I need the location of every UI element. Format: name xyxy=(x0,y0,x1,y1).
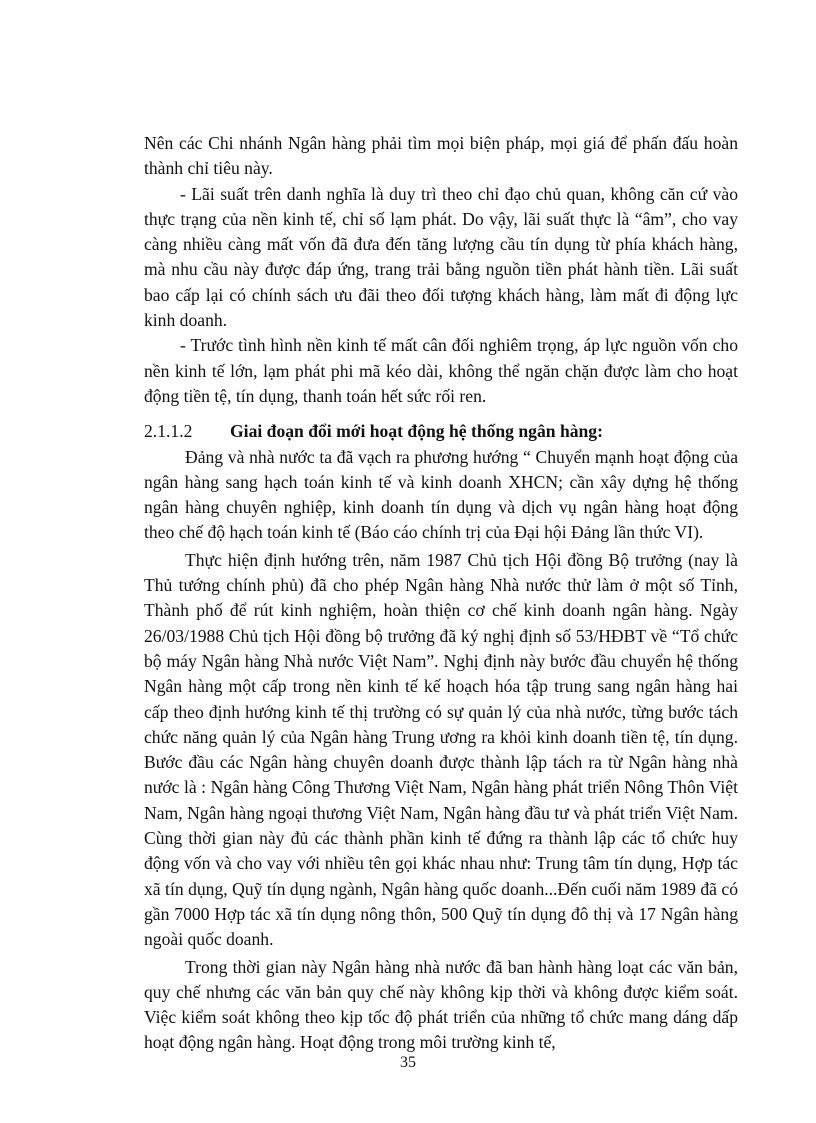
paragraph-implementation: Thực hiện định hướng trên, năm 1987 Chủ tịch Hội đồng Bộ trưởng (nay là Thủ tướng chính phủ) đã cho phép Ngân hàng Nhà nước thử làm ở một số Tỉnh, Thành phố để rút kinh nghiệm, hoàn thiện cơ chế kinh doanh ngân hàng. Ngày 26/03/1988 Chủ tịch Hội đồng bộ trưởng đã ký nghị định số 53/HĐBT về “Tổ chức bộ máy Ngân hàng Nhà nước Việt Nam”. Nghị định này bước đầu chuyển hệ thống Ngân hàng một cấp trong nền kinh tế kế hoạch hóa tập trung sang ngân hàng hai cấp theo định hướng kinh tế thị trường có sự quản lý của nhà nước, từng bước tách chức năng quản lý của Ngân hàng Trung ương ra khỏi kinh doanh tiền tệ, tín dụng. Bước đầu các Ngân hàng chuyên doanh được thành lập tách ra từ Ngân hàng nhà nước là : Ngân hàng Công Thương Việt Nam, Ngân hàng phát triển Nông Thôn Việt Nam, Ngân hàng ngoại thương Việt Nam, Ngân hàng đầu tư và phát triển Việt Nam. Cùng thời gian này đủ các thành phần kinh tế đứng ra thành lập các tổ chức huy động vốn và cho vay với nhiều tên gọi khác nhau như: Trung tâm tín dụng, Hợp tác xã tín dụng, Quỹ tín dụng ngành, Ngân hàng quốc doanh...Đến cuối năm 1989 đã có gần 7000 Hợp tác xã tín dụng nông thôn, 500 Quỹ tín dụng đô thị và 17 Ngân hàng ngoài quốc doanh. xyxy=(144,549,738,950)
paragraph-continuation: Nên các Chi nhánh Ngân hàng phải tìm mọi biện pháp, mọi giá để phấn đấu hoàn thành chỉ tiêu này. xyxy=(144,133,738,179)
paragraph-party-direction: Đảng và nhà nước ta đã vạch ra phương hướng “ Chuyển mạnh hoạt động của ngân hàng sang hạch toán kinh tế và kinh doanh XHCN; cần xây dựng hệ thống ngân hàng chuyên nghiệp, kinh doanh tín dụng và dịch vụ ngân hàng hoạt động theo chế độ hạch toán kinh tế (Báo cáo chính trị của Đại hội Đảng lần thức VI). xyxy=(144,446,738,543)
page-number: 35 xyxy=(400,1054,416,1071)
section-title: Giai đoạn đổi mới hoạt động hệ thống ngân hàng: xyxy=(230,421,603,442)
bullet-paragraph-interest-rate: - Lãi suất trên danh nghĩa là duy trì theo chỉ đạo chủ quan, không căn cứ vào thực trạng của nền kinh tế, chỉ số lạm phát. Do vậy, lãi suất thực là “âm”, cho vay càng nhiều càng mất vốn đã đưa đến tăng lượng cầu tín dụng từ phía khách hàng, mà nhu cầu này được đáp ứng, trang trải bằng nguồn tiền phát hành tiền. Lãi suất bao cấp lại có chính sách ưu đãi theo đối tượng khách hàng, làm mất đi động lực kinh doanh. xyxy=(144,183,738,331)
paragraph-regulations: Trong thời gian này Ngân hàng nhà nước đã ban hành hàng loạt các văn bản, quy chế nhưng các văn bản quy chế này không kịp thời và không được kiểm soát. Việc kiểm soát không theo kịp tốc độ phát triển của những tổ chức mang dáng dấp hoạt động ngân hàng. Hoạt động trong môi trường kinh tế, xyxy=(144,956,738,1053)
page-body xyxy=(144,131,738,1056)
section-heading xyxy=(144,419,738,444)
bullet-paragraph-economic-imbalance: - Trước tình hình nền kinh tế mất cân đối nghiêm trọng, áp lực nguồn vốn cho nền kinh tế lớn, lạm phát phi mã kéo dài, không thể ngăn chặn được làm cho hoạt động tiền tệ, tín dụng, thanh toán hết sức rối ren. xyxy=(144,335,738,406)
section-number: 2.1.1.2 xyxy=(144,421,193,442)
